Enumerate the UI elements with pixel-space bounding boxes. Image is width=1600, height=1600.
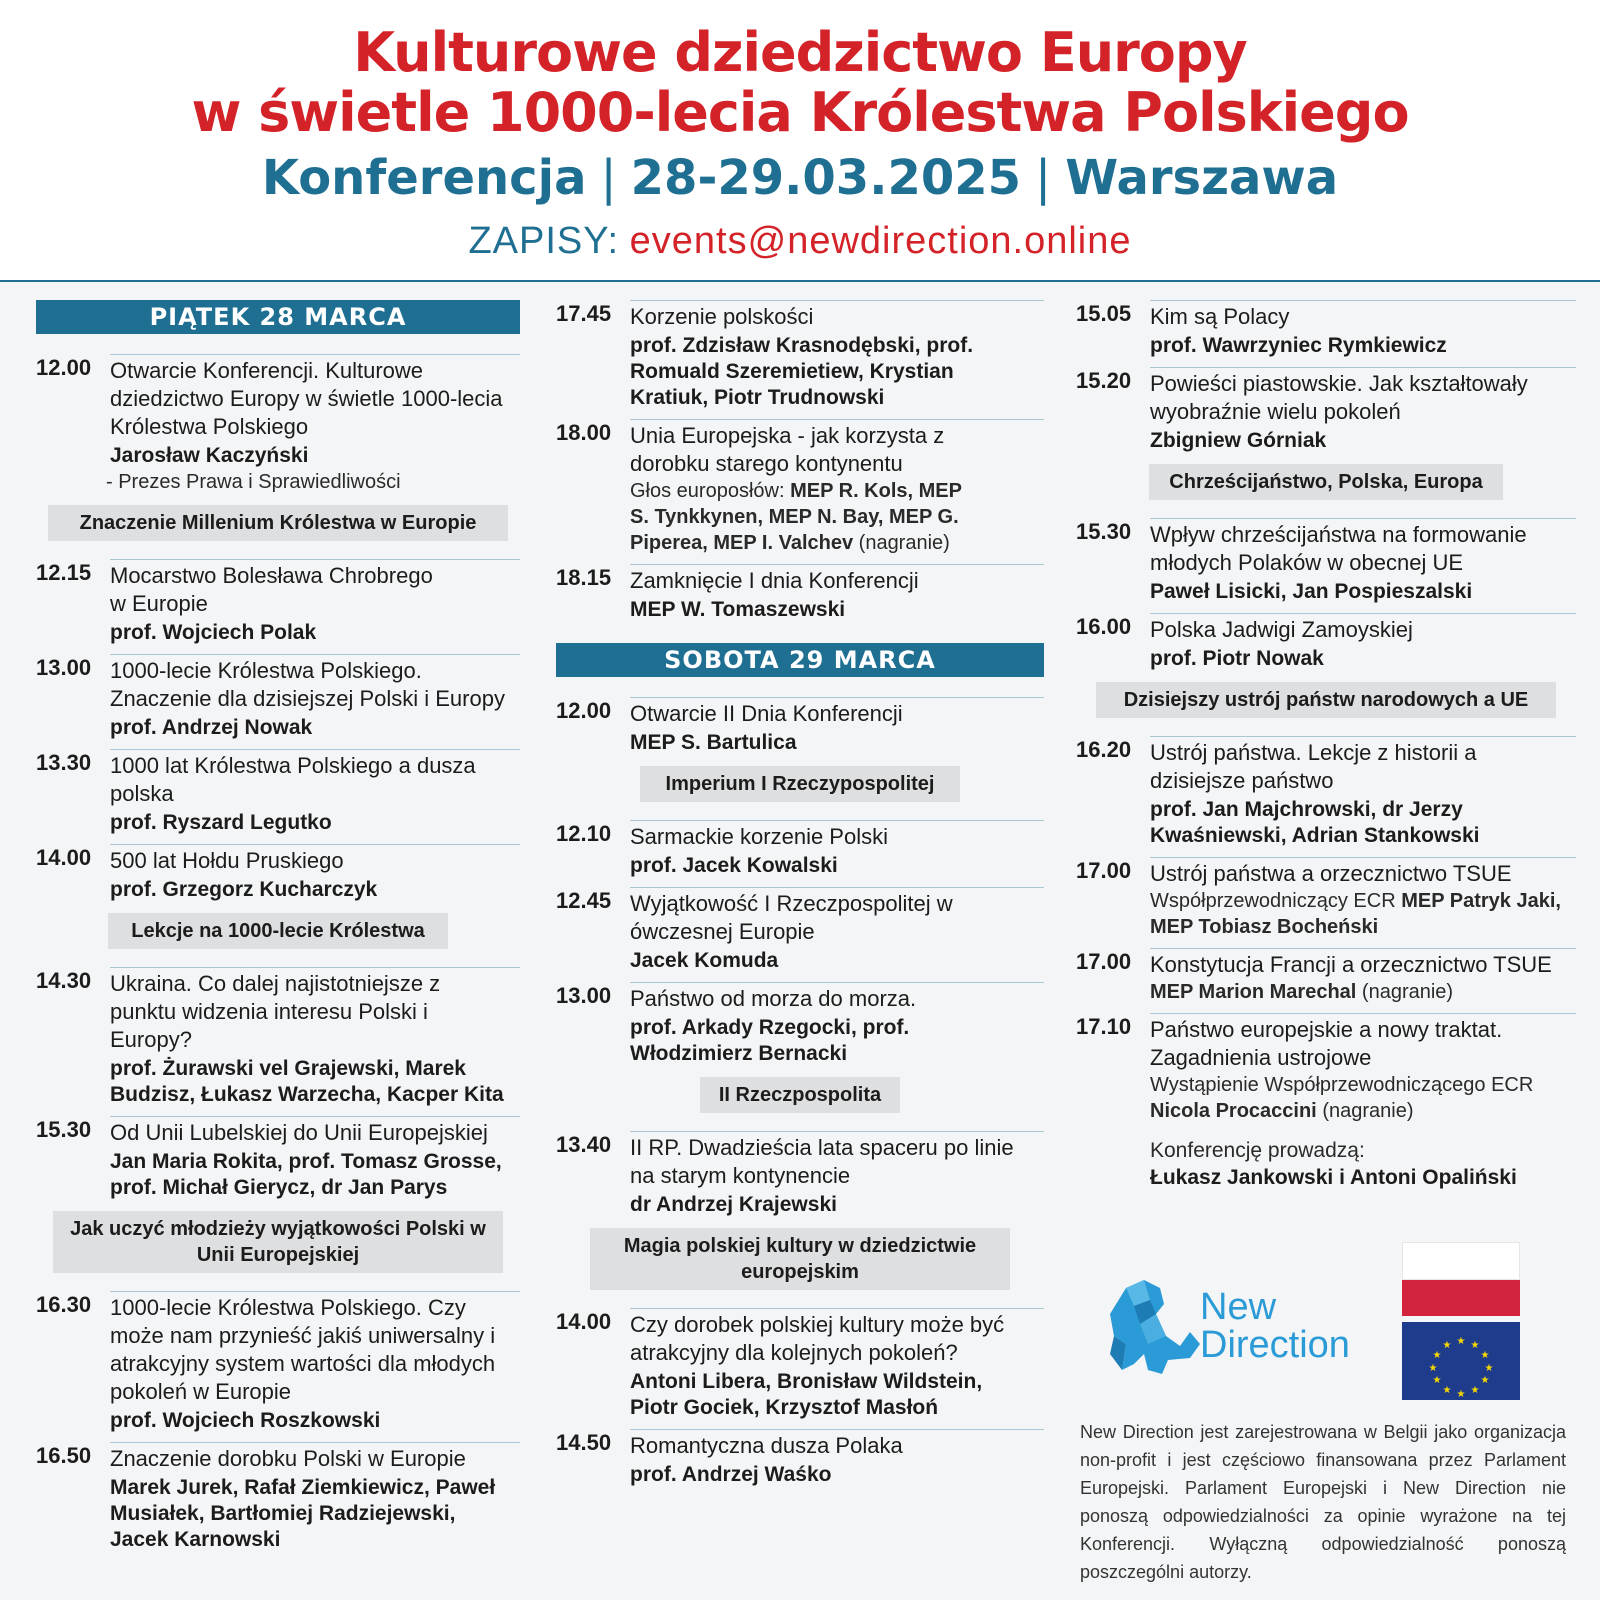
entry-time: 17.00 [1076, 858, 1132, 883]
entry-speakers: prof. Ryszard Legutko [110, 811, 332, 834]
logo-line-2: Direction [1200, 1324, 1350, 1366]
entry-time: 18.15 [556, 565, 612, 590]
entry-speakers: prof. Andrzej Waśko [630, 1463, 832, 1486]
entry-speakers: Jarosław Kaczyński [110, 444, 309, 467]
poster-header [0, 0, 1600, 282]
entry-time: 17.10 [1076, 1014, 1132, 1039]
entry-speakers: prof. Zdzisław Krasnodębski, prof. Romuald Szeremietiew, Krystian Kratiuk, Piotr Trudnowski [630, 334, 974, 409]
entry-topic: Wyjątkowość I Rzeczpospolitej w ówczesnej Europie [630, 891, 953, 944]
entry-topic: Korzenie polskości [630, 304, 814, 329]
entry-speakers: Zbigniew Górniak [1150, 429, 1327, 452]
hosts-label: Konferencję prowadzą: [1150, 1139, 1365, 1162]
svg-text:★: ★ [1432, 1350, 1442, 1361]
svg-text:★: ★ [1428, 1363, 1438, 1374]
agenda-entry [1076, 367, 1576, 454]
agenda-entry [1076, 948, 1576, 1005]
section-header: Imperium I Rzeczypospolitej [640, 766, 960, 802]
agenda-entry [556, 1131, 1044, 1218]
svg-text:★: ★ [1442, 1340, 1452, 1351]
entry-speakers: Jacek Komuda [630, 949, 779, 972]
signup-line [0, 218, 1600, 264]
agenda-entry [556, 1429, 1044, 1488]
entry-time: 15.30 [1076, 519, 1132, 544]
entry-speakers: prof. Wojciech Roszkowski [110, 1409, 381, 1432]
section-header: Dzisiejszy ustrój państw narodowych a UE [1096, 682, 1556, 718]
entry-time: 12.10 [556, 821, 612, 846]
entry-topic: Mocarstwo Bolesława Chrobrego w Europie [110, 563, 433, 616]
note-speakers: MEP Patryk Jaki, MEP Tobiasz Bocheński [1150, 890, 1561, 938]
entry-speakers: Antoni Libera, Bronisław Wildstein, Piotr Gociek, Krzysztof Masłoń [630, 1370, 983, 1419]
polish-flag-white [1402, 1242, 1520, 1280]
entry-time: 15.20 [1076, 368, 1132, 393]
entry-speakers: Marek Jurek, Rafał Ziemkiewicz, Paweł Musiałek, Bartłomiej Radziejewski, Jacek Karnowski [110, 1476, 496, 1551]
entry-topic: Otwarcie Konferencji. Kulturowe dziedzictwo Europy w świetle 1000-lecia Królestwa Polskiego [110, 358, 503, 439]
event-city: Warszawa [1065, 150, 1339, 206]
flags [1402, 1242, 1520, 1400]
entry-speakers: prof. Andrzej Nowak [110, 716, 313, 739]
note-speakers: MEP R. Kols, MEP S. Tynkkynen, MEP N. Bay, MEP G. Piperea, MEP I. Valchev [630, 480, 962, 554]
section-header: II Rzeczpospolita [700, 1077, 900, 1113]
agenda-entry [36, 354, 520, 495]
agenda-entry [36, 749, 520, 836]
entry-topic: Państwo od morza do morza. [630, 986, 917, 1011]
new-direction-logo-text [1200, 1288, 1350, 1364]
agenda-entry [1076, 736, 1576, 849]
entry-topic: Kim są Polacy [1150, 304, 1290, 329]
entry-time: 13.00 [36, 655, 92, 680]
column-saturday-cont [1076, 300, 1576, 1192]
svg-text:★: ★ [1470, 1340, 1480, 1351]
agenda-entry [556, 419, 1044, 556]
entry-time: 14.50 [556, 1430, 612, 1455]
logo-line-1: New [1200, 1286, 1277, 1328]
agenda-entry [1076, 300, 1576, 359]
entry-topic: Otwarcie II Dnia Konferencji [630, 701, 903, 726]
entry-topic: Ustrój państwa. Lekcje z historii a dzisiejsze państwo [1150, 740, 1477, 793]
entry-time: 12.00 [36, 355, 92, 380]
entry-time: 14.30 [36, 968, 92, 993]
entry-time: 13.30 [36, 750, 92, 775]
section-header: Chrześcijaństwo, Polska, Europa [1149, 464, 1503, 500]
svg-text:★: ★ [1442, 1385, 1452, 1396]
note-lead: Wystąpienie Współprzewodniczącego ECR [1150, 1074, 1534, 1096]
agenda-entry [1076, 518, 1576, 605]
title-line-2: w świetle 1000-lecia Królestwa Polskiego [191, 81, 1409, 144]
agenda-entry [36, 967, 520, 1108]
entry-speakers: prof. Arkady Rzegocki, prof. Włodzimierz Bernacki [630, 1016, 910, 1065]
agenda-entry [556, 1308, 1044, 1421]
entry-time: 18.00 [556, 420, 612, 445]
entry-time: 14.00 [36, 845, 92, 870]
agenda-entry [1076, 613, 1576, 672]
note-recording: (nagranie) [858, 532, 950, 554]
entry-topic: Ustrój państwa a orzecznictwo TSUE [1150, 861, 1512, 886]
entry-topic: Znaczenie dorobku Polski w Europie [110, 1446, 466, 1471]
entry-time: 12.00 [556, 698, 612, 723]
agenda-entry [36, 1116, 520, 1201]
entry-speakers: prof. Żurawski vel Grajewski, Marek Budzisz, Łukasz Warzecha, Kacper Kita [110, 1057, 504, 1106]
eu-flag-icon [1402, 1322, 1520, 1400]
entry-time: 17.45 [556, 301, 612, 326]
section-header: Jak uczyć młodzieży wyjątkowości Polski w Unii Europejskiej [53, 1211, 503, 1273]
separator: | [600, 150, 617, 206]
entry-note [1150, 1072, 1576, 1124]
agenda-entry [556, 697, 1044, 756]
note-lead: Współprzewodniczący ECR [1150, 890, 1396, 912]
entry-time: 17.00 [1076, 949, 1132, 974]
entry-topic: Zamknięcie I dnia Konferencji [630, 568, 919, 593]
agenda-entry [36, 1442, 520, 1553]
event-type: Konferencja [261, 150, 587, 206]
note-speakers: MEP Marion Marechal [1150, 981, 1357, 1003]
hosts-block [1150, 1138, 1576, 1192]
entry-topic: Romantyczna dusza Polaka [630, 1433, 903, 1458]
svg-text:★: ★ [1456, 1336, 1466, 1347]
agenda-entry [556, 887, 1044, 974]
entry-topic: Powieści piastowskie. Jak kształtowały wyobraźnie wielu pokoleń [1150, 371, 1528, 424]
entry-speakers: prof. Jan Majchrowski, dr Jerzy Kwaśniewski, Adrian Stankowski [1150, 798, 1480, 847]
entry-topic: 1000 lat Królestwa Polskiego a dusza polska [110, 753, 476, 806]
entry-time: 16.00 [1076, 614, 1132, 639]
agenda-entry [36, 844, 520, 903]
signup-email-link[interactable]: events@newdirection.online [629, 220, 1132, 262]
entry-time: 12.45 [556, 888, 612, 913]
entry-speakers: MEP S. Bartulica [630, 731, 797, 754]
agenda-entry [556, 564, 1044, 623]
svg-text:★: ★ [1456, 1389, 1466, 1400]
entry-time: 12.15 [36, 560, 92, 585]
section-header: Magia polskiej kultury w dziedzictwie europejskim [590, 1228, 1010, 1290]
agenda-entry [556, 300, 1044, 411]
hosts-names: Łukasz Jankowski i Antoni Opaliński [1150, 1166, 1517, 1189]
agenda-entry [556, 820, 1044, 879]
agenda-entry [1076, 1013, 1576, 1124]
entry-topic: Sarmackie korzenie Polski [630, 824, 888, 849]
svg-text:★: ★ [1432, 1375, 1442, 1386]
event-dates: 28-29.03.2025 [630, 150, 1022, 206]
entry-topic: 1000-lecie Królestwa Polskiego. Znaczenie dla dzisiejszej Polski i Europy [110, 658, 505, 711]
event-subtitle [0, 148, 1600, 208]
entry-topic: Ukraina. Co dalej najistotniejsze z punktu widzenia interesu Polski i Europy? [110, 971, 441, 1052]
note-recording: (nagranie) [1322, 1100, 1414, 1122]
separator: | [1035, 150, 1052, 206]
entry-topic: II RP. Dwadzieścia lata spaceru po linie na starym kontynencie [630, 1135, 1014, 1188]
svg-text:★: ★ [1484, 1363, 1494, 1374]
entry-speakers: dr Andrzej Krajewski [630, 1193, 837, 1216]
agenda-entry [36, 654, 520, 741]
entry-time: 15.30 [36, 1117, 92, 1142]
entry-topic: Wpływ chrześcijaństwa na formowanie młodych Polaków w obecnej UE [1150, 522, 1527, 575]
svg-text:★: ★ [1480, 1350, 1490, 1361]
entry-speakers: Paweł Lisicki, Jan Pospieszalski [1150, 580, 1473, 603]
section-header: Lekcje na 1000-lecie Królestwa [108, 913, 448, 949]
entry-topic: Państwo europejskie a nowy traktat. Zagadnienia ustrojowe [1150, 1017, 1503, 1070]
entry-time: 13.00 [556, 983, 612, 1008]
note-speakers: Nicola Procaccini [1150, 1100, 1317, 1122]
column-middle [556, 300, 1044, 1496]
entry-note [1150, 888, 1576, 940]
entry-speakers: prof. Piotr Nowak [1150, 647, 1324, 670]
entry-speakers: prof. Jacek Kowalski [630, 854, 838, 877]
section-header: Znaczenie Millenium Królestwa w Europie [48, 505, 508, 541]
agenda-entry [36, 559, 520, 646]
entry-note [1150, 979, 1576, 1005]
entry-time: 16.30 [36, 1292, 92, 1317]
entry-time: 16.20 [1076, 737, 1132, 762]
entry-speakers: prof. Wawrzyniec Rymkiewicz [1150, 334, 1447, 357]
entry-topic: Od Unii Lubelskiej do Unii Europejskiej [110, 1120, 488, 1145]
entry-topic: Konstytucja Francji a orzecznictwo TSUE [1150, 952, 1552, 977]
note-lead: Głos europosłów: [630, 480, 785, 502]
svg-text:★: ★ [1470, 1385, 1480, 1396]
entry-time: 15.05 [1076, 301, 1132, 326]
entry-speaker-role: - Prezes Prawa i Sprawiedliwości [106, 471, 401, 493]
entry-topic: Czy dorobek polskiej kultury może być atrakcyjny dla kolejnych pokoleń? [630, 1312, 1005, 1365]
signup-label: ZAPISY: [468, 220, 620, 262]
entry-speakers: Jan Maria Rokita, prof. Tomasz Grosse, prof. Michał Gierycz, dr Jan Parys [110, 1150, 502, 1199]
note-recording: (nagranie) [1361, 981, 1454, 1003]
entry-topic: 500 lat Hołdu Pruskiego [110, 848, 344, 873]
entry-note [630, 478, 970, 556]
entry-topic: Unia Europejska - jak korzysta z dorobku starego kontynentu [630, 423, 945, 476]
entry-speakers: prof. Grzegorz Kucharczyk [110, 878, 378, 901]
agenda-entry [556, 982, 1044, 1067]
polish-flag-red [1402, 1280, 1520, 1316]
entry-time: 14.00 [556, 1309, 612, 1334]
day-banner-friday: PIĄTEK 28 MARCA [36, 300, 520, 334]
entry-topic: 1000-lecie Królestwa Polskiego. Czy może nam przynieść jakiś uniwersalny i atrakcyjny system wartości dla młodych pokoleń w Europie [110, 1295, 496, 1404]
svg-text:★: ★ [1480, 1375, 1490, 1386]
entry-time: 13.40 [556, 1132, 612, 1157]
entry-speakers: prof. Wojciech Polak [110, 621, 317, 644]
entry-topic: Polska Jadwigi Zamoyskiej [1150, 617, 1413, 642]
title-line-1: Kulturowe dziedzictwo Europy [353, 21, 1247, 84]
entry-time: 16.50 [36, 1443, 92, 1468]
agenda-entry [1076, 857, 1576, 940]
agenda-entry [36, 1291, 520, 1434]
entry-speakers: MEP W. Tomaszewski [630, 598, 846, 621]
column-friday [36, 300, 520, 1561]
disclaimer: New Direction jest zarejestrowana w Belgii jako organizacja non-profit i jest częściowo finansowana przez Parlament Europejski. Parlament Europejski i New Direction nie ponoszą odpowiedzialności za opinie wyrażone na tej Konferencji. Wyłączną odpowiedzialność ponoszą poszczególni autorzy. [1080, 1422, 1566, 1582]
day-banner-saturday: SOBOTA 29 MARCA [556, 643, 1044, 677]
